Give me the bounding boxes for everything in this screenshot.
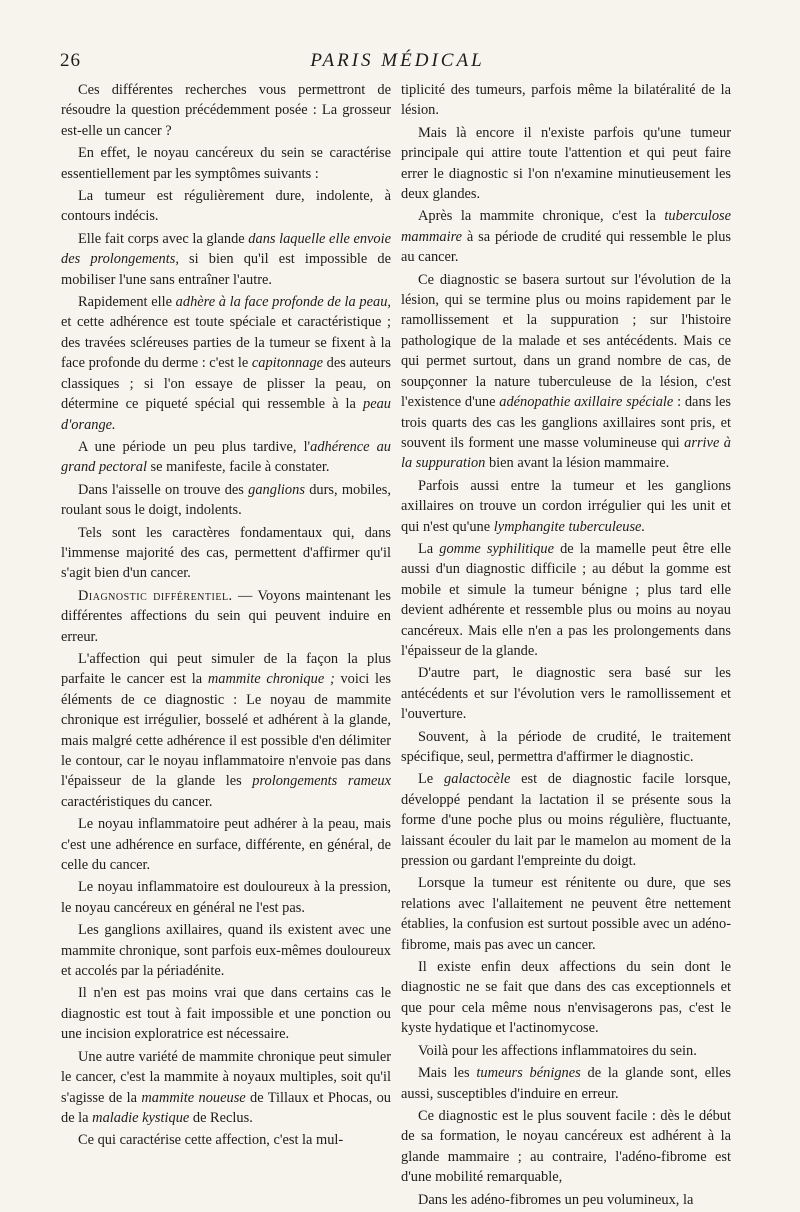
text-run: de la glande sont, elles aussi, susceptibles d'induire en erreur. — [401, 1065, 731, 1102]
paragraph: Tels sont les caractères fondamentaux qui, dans l'immense majorité des cas, permettent d'affirmer qu'il s'agit bien d'un cancer. — [61, 524, 391, 582]
paragraph: Il existe enfin deux affections du sein dont le diagnostic ne se fait que dans des cas exceptionnels et que pour cela même nous n'envisagerons pas, c'est le kyste hydatique et l'actinomycose. — [401, 959, 731, 1037]
italic-run: arrive à la suppuration — [401, 434, 731, 472]
italic-run: mammite noueuse — [141, 1089, 246, 1106]
italic-run: adhérence au grand pectoral — [61, 438, 391, 476]
paragraph — [61, 229, 391, 290]
paragraph: Voilà pour les affections inflammatoires du sein. — [418, 1042, 697, 1059]
paragraph — [61, 649, 391, 812]
paragraph — [401, 476, 731, 537]
text-run: : dans les trois quarts des cas les ganglions axillaires sont pris, et souvent ils forment une masse volumineuse qui — [401, 394, 731, 451]
text-run: Après la mammite chronique, c'est la — [418, 208, 665, 225]
paragraph: Le noyau inflammatoire peut adhérer à la peau, mais c'est une adhérence en surface, différente, en général, de celle du cancer. — [61, 816, 391, 874]
paragraph: Mais là encore il n'existe parfois qu'une tumeur principale qui attire toute l'attention et qui peut faire errer le diagnostic si l'on n'examine minutieusement les deux glandes. — [401, 124, 731, 203]
paragraph — [401, 270, 731, 474]
italic-run: tuberculose mammaire — [401, 208, 731, 245]
paragraph: Ces différentes recherches vous permettront de résoudre la question précédemment posée : La grosseur est-elle un cancer ? — [61, 82, 391, 139]
paragraph — [401, 769, 731, 871]
text-run: — Voyons maintenant les différentes affections du sein qui peuvent induire en erreur. — [61, 587, 391, 645]
paragraph — [401, 1063, 731, 1104]
page-header — [60, 50, 735, 74]
text-run: durs, mobiles, roulant sous le doigt, indolents. — [61, 481, 391, 519]
text-run: est de diagnostic facile lorsque, développé pendant la lactation il se présente sous la forme d'une poche plus ou moins régulière, fluctuante, laissant écouler du lait par le mamelon au moment de la pression ou gardant l'empreinte du doigt. — [401, 771, 732, 870]
text-run: A une période un peu plus tardive, l' — [78, 438, 311, 455]
text-run: de Tillaux et Phocas, ou de la — [61, 1089, 391, 1126]
paragraph: Souvent, à la période de crudité, le traitement spécifique, seul, permettra d'affirmer le diagnostic. — [401, 728, 731, 765]
text-run: L'affection qui peut simuler de la façon la plus parfaite le cancer est la — [61, 650, 391, 688]
paragraph: Ce diagnostic est le plus souvent facile : dès le début de sa formation, le noyau cancéreux est adhérent à la glande mammaire ; au contraire, l'adéno-fibrome est d'une mobilité remarquable, — [401, 1107, 731, 1186]
page-number: 26 — [60, 50, 81, 71]
italic-run: adénopathie axillaire spéciale — [499, 394, 674, 411]
paragraph — [401, 206, 731, 267]
paragraph: Le noyau inflammatoire est douloureux à la pression, le noyau cancéreux en général ne l'est pas. — [61, 879, 391, 916]
paragraph — [61, 292, 391, 435]
paragraph: Dans les adéno-fibromes un peu volumineux, la — [418, 1191, 694, 1208]
italic-run: gomme syphilitique — [439, 540, 555, 557]
text-run: à sa période de crudité qui ressemble le plus au cancer. — [401, 228, 731, 266]
text-run: de Reclus. — [189, 1109, 253, 1126]
italic-run: maladie kystique — [92, 1109, 190, 1126]
italic-run: ganglions — [248, 481, 305, 498]
italic-run: mammite chronique ; — [207, 671, 335, 688]
paragraph — [61, 480, 391, 521]
paragraph: D'autre part, le diagnostic sera basé sur les antécédents et sur l'évolution vers le ramollissement et l'ouverture. — [401, 665, 731, 723]
text-run: et cette adhérence est toute spéciale et caractéristique ; des travées scléreuses parties de la tumeur se fixent à la face profonde du derme : c'est le — [61, 314, 391, 372]
text-run: Mais les — [418, 1065, 477, 1082]
italic-run: dans laquelle elle envoie des prolongements, — [61, 230, 391, 268]
text-run: voici les éléments de ce diagnostic : Le noyau de mammite chronique est irrégulier, bosselé et adhérent à la glande, mais malgré cette adhérence il est possible d'en délimiter le contour, car le noyau inflammatoire n'envoie pas dans l'épaisseur de la glande les — [61, 671, 391, 790]
italic-run: capitonnage — [251, 355, 324, 372]
text-run: La — [418, 540, 440, 557]
italic-run: prolongements rameux — [252, 773, 392, 790]
text-run: si bien qu'il est impossible de mobiliser l'une sans entraîner l'autre. — [61, 251, 391, 288]
italic-run: peau d'orange. — [61, 396, 391, 433]
text-run: de la mamelle peut être elle aussi d'un diagnostic difficile ; au début la gomme est mobile et simule la tumeur bénigne ; plus tard elle devient adhérente et ressemble plus ou moins au noyau cancéreux. Mais elle n'en a pas les prolongements dans l'épaisseur de la glande. — [401, 540, 732, 659]
running-head: PARIS MÉDICAL — [310, 50, 485, 71]
text-run: Une autre variété de mammite chronique peut simuler le cancer, c'est la mammite à noyaux multiples, soit qu'il s'agisse de la — [61, 1048, 391, 1106]
paragraph: Lorsque la tumeur est rénitente ou dure, que ses relations avec l'allaitement ne peuvent être nettement établies, la confusion est surtout possible avec un adéno-fibrome, mais pas avec un cancer. — [401, 875, 731, 953]
right-column — [401, 80, 731, 1212]
italic-run: tumeurs bénignes — [476, 1065, 581, 1082]
text-run: Parfois aussi entre la tumeur et les ganglions axillaires on trouve un cordon irrégulier qui les unit et qui n'est qu'une — [401, 477, 731, 535]
text-run: Ce diagnostic se basera surtout sur l'évolution de la lésion, qui se termine plus ou moins rapidement par le ramollissement et la suppuration ; sur l'histoire pathologique de la malade et ses antécédents. Mais ce qui permet surtout, dans un grand nombre de cas, de soupçonner la nature tuberculeuse de la lésion, c'est l'existence d'une — [401, 271, 731, 411]
left-column — [61, 80, 391, 1153]
paragraph: Il n'en est pas moins vrai que dans certains cas le diagnostic est tout à fait impossible et une ponction ou une incision exploratrice est nécessaire. — [61, 985, 391, 1043]
section-heading: Diagnostic différentiel. — [78, 587, 233, 604]
paragraph — [61, 1047, 391, 1129]
paragraph — [401, 539, 731, 661]
section-heading-paragraph — [61, 586, 391, 647]
text-run: se manifeste, facile à constater. — [146, 459, 330, 476]
text-run: Rapidement elle — [78, 294, 176, 311]
text-run: bien avant la lésion mammaire. — [485, 455, 670, 472]
text-run: des auteurs classiques ; si l'on essaye de plisser la peau, on détermine ce piqueté spécial qui ressemble à la — [61, 355, 391, 413]
paragraph-continued: tiplicité des tumeurs, parfois même la bilatéralité de la lésion. — [401, 82, 731, 119]
text-run: Elle fait corps avec la glande — [78, 230, 249, 247]
italic-run: adhère à la face profonde de la peau, — [175, 294, 391, 311]
paragraph: Ce qui caractérise cette affection, c'est la mul- — [78, 1132, 344, 1149]
italic-run: lymphangite tuberculeuse. — [493, 518, 646, 535]
italic-run: galactocèle — [444, 771, 511, 788]
text-run: Dans l'aisselle on trouve des — [78, 481, 249, 498]
paragraph: En effet, le noyau cancéreux du sein se caractérise essentiellement par les symptômes suivants : — [61, 145, 391, 182]
paragraph: La tumeur est régulièrement dure, indolente, à contours indécis. — [61, 188, 391, 225]
text-run: caractéristiques du cancer. — [61, 793, 213, 810]
text-run: Le — [418, 771, 444, 788]
paragraph — [61, 437, 391, 478]
paragraph: Les ganglions axillaires, quand ils existent avec une mammite chronique, sont parfois eux-mêmes douloureux et accolés par la périadénite. — [61, 922, 391, 980]
